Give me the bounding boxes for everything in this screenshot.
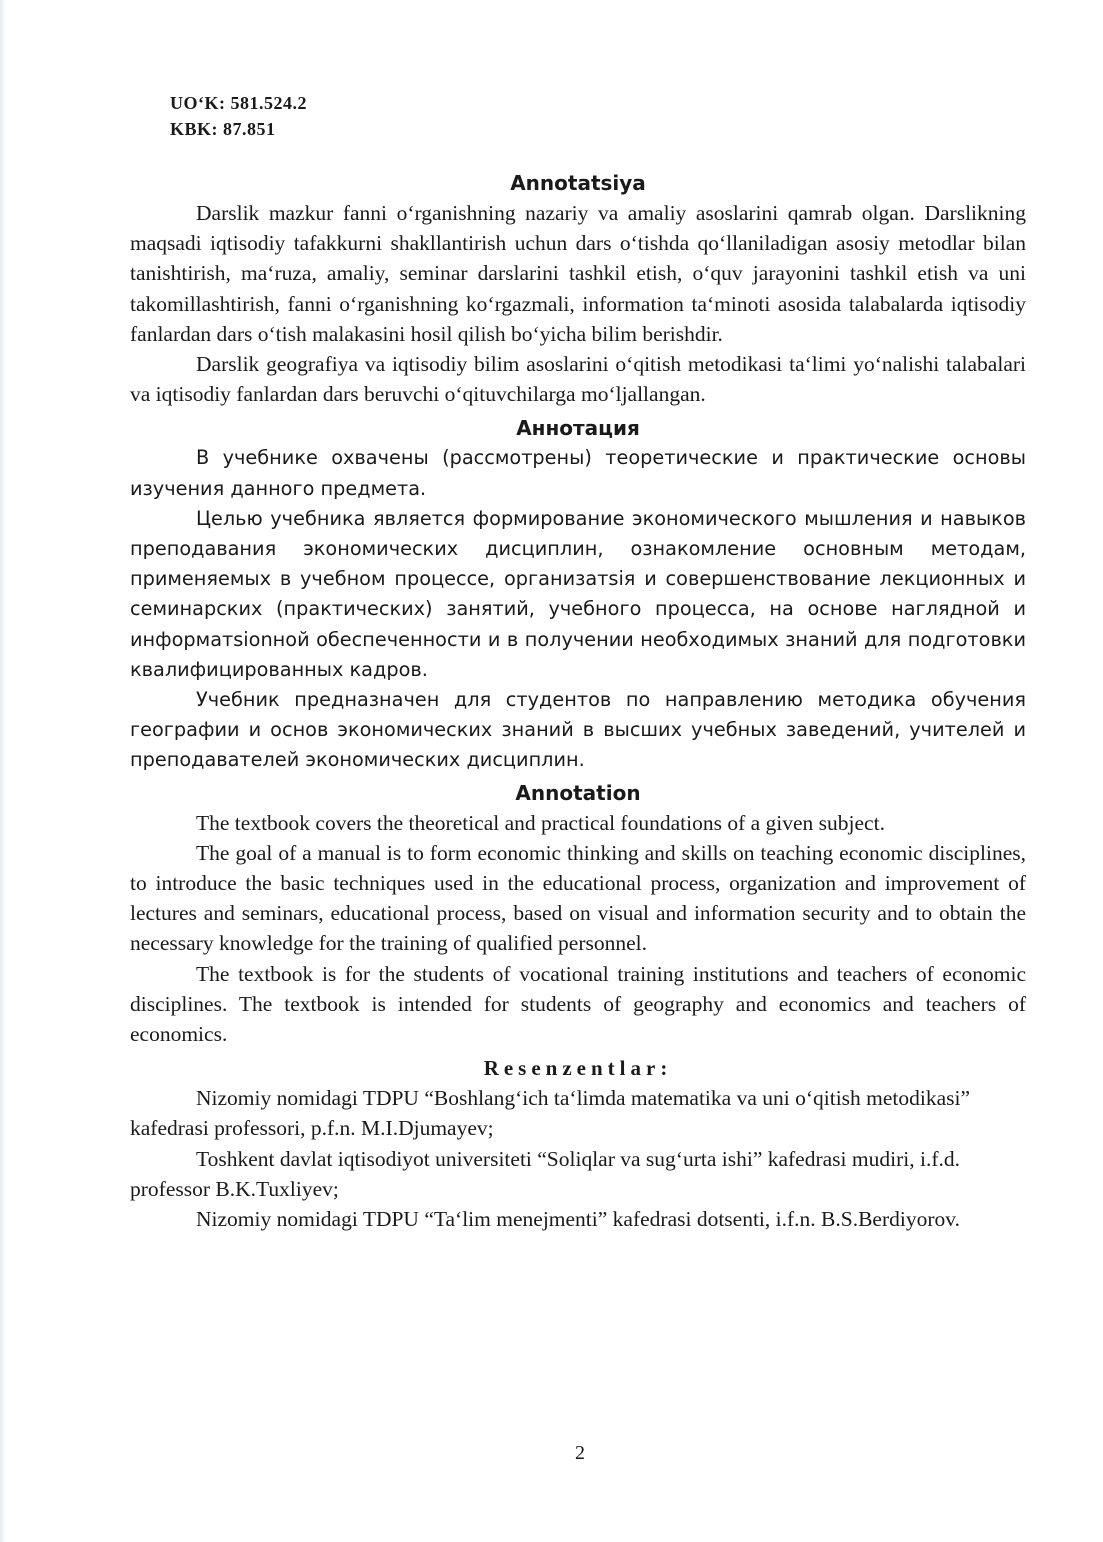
bbk-code: KBK: 87.851 (170, 119, 276, 139)
annotation-uz-title: Annotatsiya (510, 171, 646, 195)
annotation-ru-body (130, 443, 1026, 775)
classification-codes (170, 90, 307, 142)
page-content (130, 170, 1026, 1234)
scan-edge-shadow (0, 0, 6, 1542)
annotation-en-body (130, 808, 1026, 1050)
annotation-en-paragraph-2: The goal of a manual is to form economic thinking and skills on teaching economic disciplines, to introduce the basic techniques used in the educational process, organization and improvement of lectures and seminars, educational process, based on visual and information security and to obtain the necessary knowledge for the training of qualified personnel. (130, 840, 1026, 956)
reviewer-2: Toshkent davlat iqtisodiyot universiteti “Soliqlar va sug‘urta ishi” kafedrasi mudiri, i.f.d. professor B.K.Tuxliyev; (130, 1146, 960, 1201)
annotation-uz-paragraph-1: Darslik mazkur fanni o‘rganishning nazariy va amaliy asoslarini qamrab olgan. Darslikning maqsadi iqtisodiy tafakkurni shakllantirish uchun dars o‘tishda qo‘llaniladigan asosiy metodlar bilan tanishtirish, ma‘ruza, amaliy, seminar darslarini tashkil etish, o‘quv jarayonini tashkil etish va uni takomillashtirish, fanni o‘rganishning ko‘rgazmali, information ta‘minoti asosida talabalarda iqtisodiy fanlardan dars o‘tish malakasini hosil qilish bo‘yicha bilim berishdir. (130, 201, 1026, 346)
annotation-en-paragraph-1: The textbook covers the theoretical and practical foundations of a given subject. (196, 810, 885, 835)
page-number: 2 (575, 1442, 585, 1464)
annotation-ru-title: Аннотация (516, 416, 640, 441)
annotation-ru-paragraph-1: В учебнике охвачены (рассмотрены) теоретические и практические основы изучения данного предмета. (130, 446, 1026, 500)
reviewers-list (130, 1083, 1026, 1234)
udk-code: UO‘K: 581.524.2 (170, 93, 307, 113)
annotation-ru-paragraph-3: Учебник предназначен для студентов по направлению методика обучения географии и основ экономических знаний в высших учебных заведений, учителей и преподавателей экономических дисциплин. (130, 688, 1026, 772)
reviewers-title: Resenzentlar: (483, 1056, 673, 1081)
annotation-en-paragraph-3: The textbook is for the students of vocational training institutions and teachers of economic disciplines. The textbook is intended for students of geography and economics and teachers of economics. (130, 961, 1026, 1047)
annotation-en-title: Annotation (515, 780, 641, 805)
reviewer-1: Nizomiy nomidagi TDPU “Boshlang‘ich ta‘limda matematika va uni o‘qitish metodikasi” kafedrasi professori, p.f.n. M.I.Djumayev; (130, 1086, 971, 1141)
annotation-uz-paragraph-2: Darslik geografiya va iqtisodiy bilim asoslarini o‘qitish metodikasi ta‘limi yo‘nalishi talabalari va iqtisodiy fanlardan dars beruvchi o‘qituvchilarga mo‘ljallangan. (130, 352, 1026, 407)
reviewer-3: Nizomiy nomidagi TDPU “Ta‘lim menejmenti” kafedrasi dotsenti, i.f.n. B.S.Berdiyorov. (196, 1207, 960, 1232)
annotation-uz-body (130, 198, 1026, 409)
annotation-ru-paragraph-2: Целью учебника является формирование экономического мышления и навыков преподавания экономических дисциплин, ознакомление основным методам, применяемых в учебном процессе, организатsiя и совершенствование лекционных и семинарских (практических) занятий, учебного процесса, на основе наглядной и информатsionной обеспеченности и в получении необходимых знаний для подготовки квалифицированных кадров. (130, 506, 1026, 681)
